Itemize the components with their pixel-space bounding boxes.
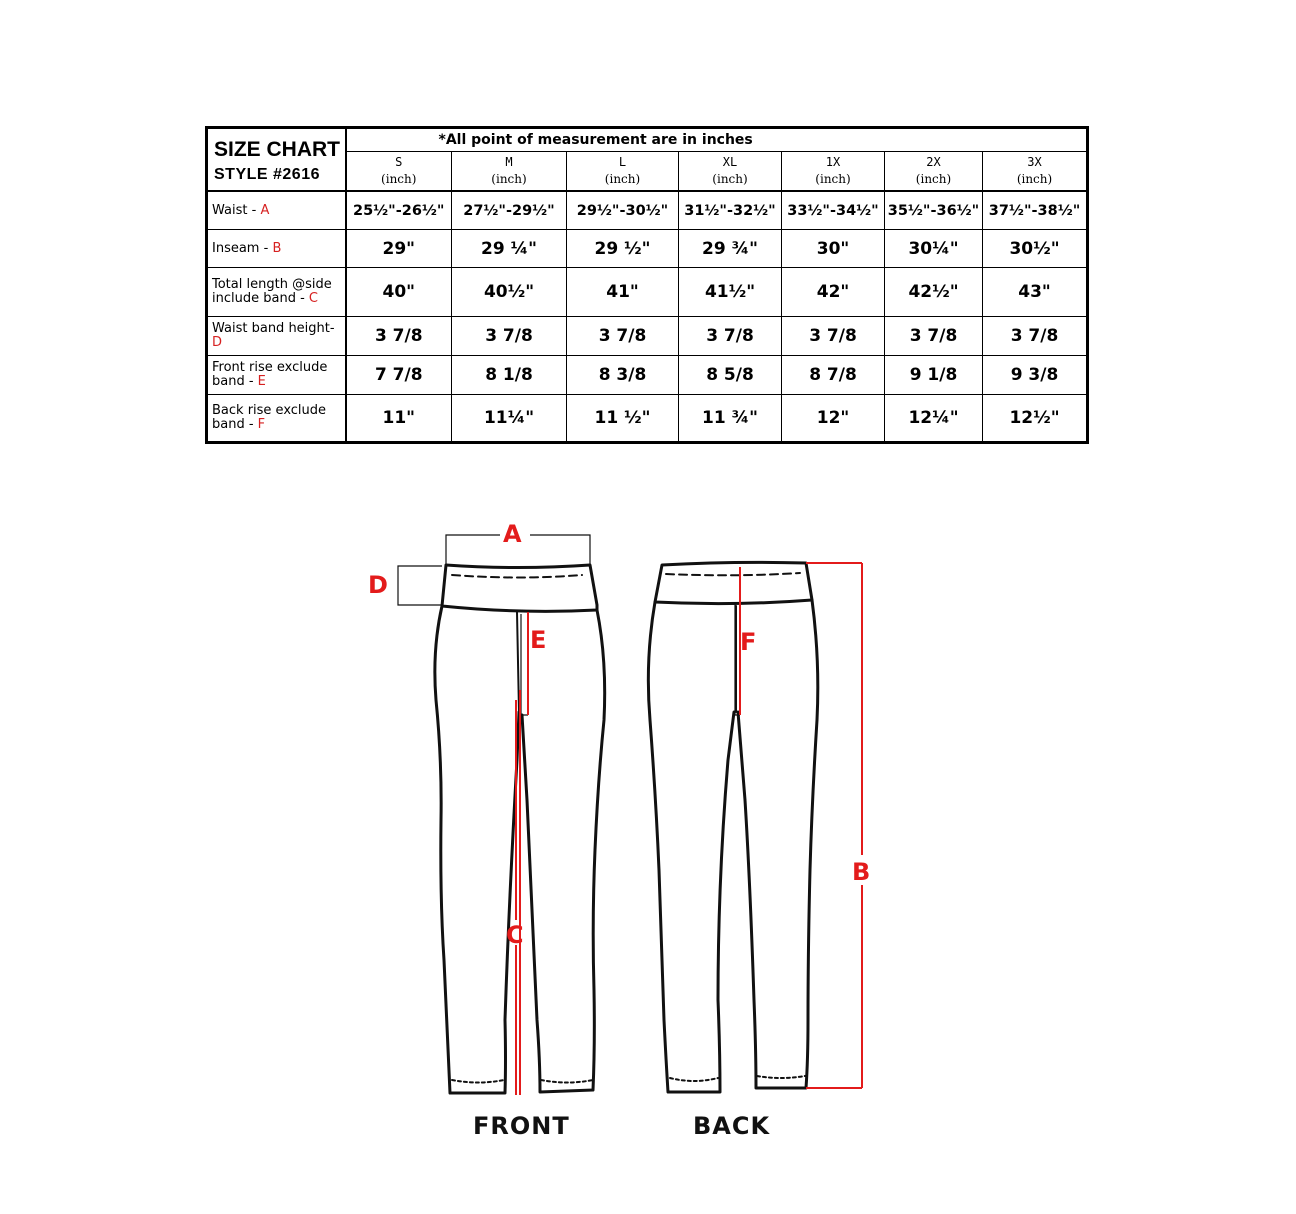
back-label: BACK xyxy=(693,1112,771,1140)
table-cell: 37½"-38½" xyxy=(983,191,1088,230)
table-cell: 29 ¼" xyxy=(452,230,567,268)
row-label-text: Back rise exclude band - xyxy=(212,403,327,432)
size-name: M xyxy=(505,155,513,169)
callout-c: C xyxy=(506,921,524,949)
table-cell: 31½"-32½" xyxy=(679,191,782,230)
row-label-letter: D xyxy=(212,335,223,350)
table-cell: 30½" xyxy=(983,230,1088,268)
table-cell: 29 ¾" xyxy=(679,230,782,268)
table-cell: 8 7/8 xyxy=(782,356,885,395)
table-cell: 41" xyxy=(567,268,679,317)
measurement-lines xyxy=(398,535,740,715)
row-label-text: Front rise exclude band - xyxy=(212,360,328,389)
row-label-letter: A xyxy=(260,202,270,218)
size-unit: (inch) xyxy=(815,172,851,186)
table-cell: 27½"-29½" xyxy=(452,191,567,230)
row-label-letter: B xyxy=(272,240,282,256)
row-label-text: Inseam - xyxy=(212,240,273,256)
table-cell: 3 7/8 xyxy=(346,317,452,356)
row-label-letter: E xyxy=(257,374,266,389)
callout-f: F xyxy=(740,628,757,656)
row-label-text: Waist - xyxy=(212,202,261,218)
table-cell: 3 7/8 xyxy=(679,317,782,356)
table-cell: 12½" xyxy=(983,395,1088,443)
table-cell: 11" xyxy=(346,395,452,443)
row-label-letter: C xyxy=(308,291,318,306)
table-cell: 7 7/8 xyxy=(346,356,452,395)
table-cell: 12¼" xyxy=(885,395,983,443)
table-cell: 35½"-36½" xyxy=(885,191,983,230)
table-cell: 3 7/8 xyxy=(567,317,679,356)
table-cell: 11¼" xyxy=(452,395,567,443)
size-name: XL xyxy=(722,155,738,169)
table-cell: 42½" xyxy=(885,268,983,317)
table-cell: 40½" xyxy=(452,268,567,317)
size-name: 1X xyxy=(825,155,841,169)
table-cell: 9 3/8 xyxy=(983,356,1088,395)
table-cell: 42" xyxy=(782,268,885,317)
table-cell: 11 ¾" xyxy=(679,395,782,443)
size-name: 2X xyxy=(926,155,941,169)
table-cell: 33½"-34½" xyxy=(782,191,885,230)
size-name: L xyxy=(618,155,627,169)
callout-a: A xyxy=(503,520,522,548)
table-cell: 12" xyxy=(782,395,885,443)
table-cell: 8 1/8 xyxy=(452,356,567,395)
table-cell: 30" xyxy=(782,230,885,268)
table-cell: 3 7/8 xyxy=(885,317,983,356)
size-unit: (inch) xyxy=(712,172,748,186)
table-cell: 40" xyxy=(346,268,452,317)
table-cell: 30¼" xyxy=(885,230,983,268)
size-name: S xyxy=(395,155,403,169)
size-unit: (inch) xyxy=(915,172,952,186)
callout-b: B xyxy=(852,858,871,886)
style-number: STYLE #2616 xyxy=(214,165,320,183)
table-cell: 3 7/8 xyxy=(782,317,885,356)
size-unit: (inch) xyxy=(604,172,641,186)
row-label-text: Waist band height- xyxy=(212,321,335,336)
table-cell: 3 7/8 xyxy=(983,317,1088,356)
row-label-letter: F xyxy=(257,417,266,432)
row-label-text: Total length @side include band - xyxy=(212,277,332,306)
table-cell: 11 ½" xyxy=(567,395,679,443)
measurement-note: *All point of measurement are in inches xyxy=(346,128,1088,152)
table-cell: 3 7/8 xyxy=(452,317,567,356)
table-cell: 41½" xyxy=(679,268,782,317)
size-unit: (inch) xyxy=(1016,172,1053,186)
callout-d: D xyxy=(368,571,388,599)
table-cell: 43" xyxy=(983,268,1088,317)
size-unit: (inch) xyxy=(491,172,527,186)
front-label: FRONT xyxy=(473,1112,570,1140)
table-cell: 29" xyxy=(346,230,452,268)
table-cell: 29 ½" xyxy=(567,230,679,268)
table-cell: 25½"-26½" xyxy=(346,191,452,230)
size-name: 3X xyxy=(1027,155,1042,169)
table-cell: 8 5/8 xyxy=(679,356,782,395)
size-unit: (inch) xyxy=(381,172,417,186)
back-leggings-illustration xyxy=(648,562,817,1092)
table-cell: 8 3/8 xyxy=(567,356,679,395)
chart-title: SIZE CHART xyxy=(214,137,340,161)
table-cell: 29½"-30½" xyxy=(567,191,679,230)
table-cell: 9 1/8 xyxy=(885,356,983,395)
callout-e: E xyxy=(530,626,547,654)
